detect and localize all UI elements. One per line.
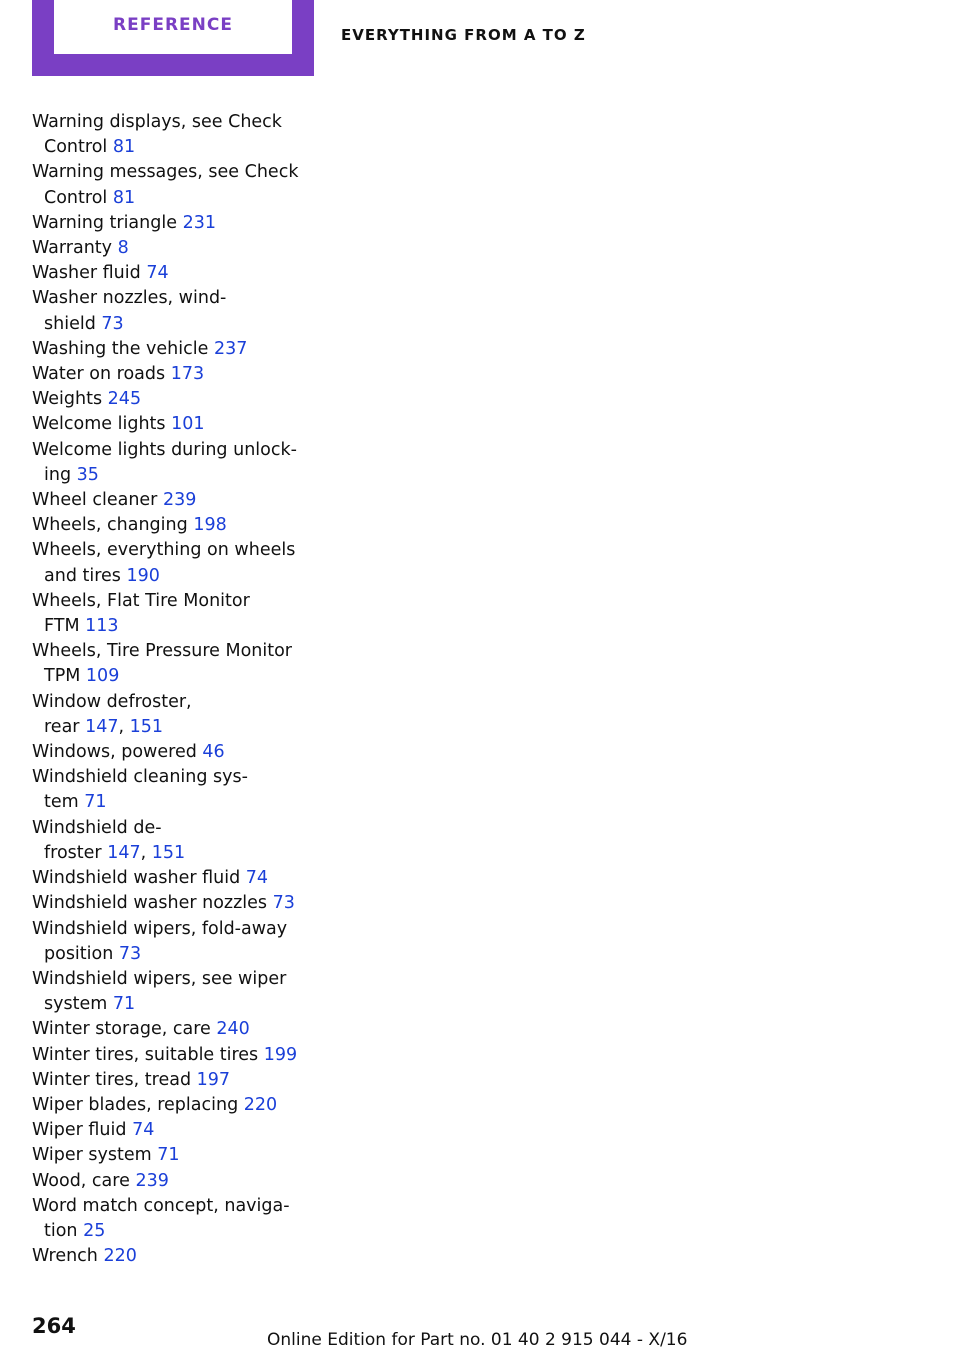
index-entry-text: Weights (32, 389, 103, 410)
page-reference-link[interactable]: 101 (171, 414, 205, 435)
page-reference-link[interactable]: 113 (85, 616, 119, 637)
page-reference-link[interactable]: 73 (272, 893, 295, 914)
index-entry: Windshield de- froster 147, 151 (32, 817, 186, 863)
index-entry-text: froster (44, 842, 102, 863)
index-entry-text: Wiper fluid (32, 1120, 127, 1141)
index-entry (32, 110, 312, 160)
index-entry-text: Winter tires, suitable tires (32, 1044, 259, 1065)
index-entry-text: Winter storage, care (32, 1019, 211, 1040)
index-entry (32, 538, 312, 588)
page-reference-link[interactable]: 73 (101, 313, 124, 334)
index-entry (32, 286, 312, 336)
page-reference-link[interactable]: 239 (162, 490, 197, 511)
index-entry-text: Windows, powered (32, 742, 197, 763)
index-entry (32, 438, 312, 488)
index-entry-text: Word match concept, naviga- (32, 1195, 290, 1216)
index-entry-text: Washer nozzles, wind- (32, 288, 227, 309)
index-entry (32, 917, 312, 967)
index-entry (32, 1068, 312, 1093)
page-reference-link[interactable]: 71 (112, 994, 136, 1015)
page-reference-link[interactable]: 8 (117, 238, 129, 259)
index-entry (32, 513, 312, 538)
index-entry-text: Wiper blades, replacing (32, 1094, 239, 1115)
page-reference-link[interactable]: 71 (157, 1145, 180, 1166)
page-reference-link[interactable]: 25 (83, 1220, 106, 1241)
index-entry-text: Windshield wipers, see wiper (32, 968, 287, 989)
footer-edition-text: Online Edition for Part no. 01 40 2 915 044 - X/16 (267, 1330, 688, 1350)
index-entry (32, 211, 312, 236)
index-entry (32, 160, 312, 210)
index-entry-text: tem (44, 792, 79, 813)
index-entry (32, 261, 312, 286)
page-reference-link[interactable]: 173 (170, 364, 205, 385)
page-reference-link[interactable]: 81 (112, 187, 136, 208)
index-entry-text: Windshield washer fluid (32, 868, 241, 889)
index-entry-text: Wheels, everything on wheels (32, 540, 296, 561)
index-entry (32, 891, 312, 916)
index-entry-text: Windshield wipers, fold-away (32, 918, 288, 939)
page-reference-link[interactable]: 151 (129, 716, 164, 737)
index-entry-text: Wheels, Tire Pressure Monitor (32, 641, 292, 662)
index-entry-text: position (44, 943, 114, 964)
index-entry-text: Warning displays, see Check (32, 112, 282, 132)
page-reference-link[interactable]: 245 (107, 389, 142, 410)
index-entry (32, 589, 312, 639)
index-entry (32, 1244, 312, 1269)
reference-tab-inner (54, 0, 292, 54)
reference-tab (32, 0, 314, 76)
index-list (32, 110, 312, 1269)
index-entry (32, 1118, 312, 1143)
section-title: EVERYTHING FROM A TO Z (341, 26, 586, 44)
page-reference-link[interactable]: 198 (193, 515, 227, 536)
page-reference-link[interactable]: 35 (76, 464, 99, 485)
index-entry-text: Warranty (32, 238, 113, 259)
index-entry: Window defroster, rear 147, 151 (32, 691, 192, 737)
index-entry-text: Windshield de- (32, 817, 162, 838)
index-entry-text: rear (44, 716, 80, 737)
page-reference-link[interactable]: 147 (85, 716, 119, 737)
page-reference-link[interactable]: 74 (132, 1120, 155, 1141)
page-reference-link[interactable]: 231 (182, 212, 216, 233)
index-entry-text: Washer fluid (32, 263, 141, 284)
page-reference-link[interactable]: 147 (107, 842, 141, 863)
index-entry (32, 1017, 312, 1042)
index-entry-text: Control (44, 187, 108, 208)
index-entry-text: Window defroster, (32, 691, 192, 712)
page-reference-link[interactable]: 237 (213, 338, 248, 359)
reference-tab-label: REFERENCE (113, 15, 233, 35)
index-entry (32, 387, 312, 412)
index-entry-text: Welcome lights during unlock- (32, 439, 297, 460)
index-entry (32, 967, 312, 1017)
page-reference-link[interactable]: 46 (202, 742, 225, 763)
page-reference-link[interactable]: 74 (245, 868, 269, 889)
index-entry (32, 1143, 312, 1168)
index-entry-text: ing (44, 464, 72, 485)
index-entry (32, 412, 312, 437)
page-reference-link[interactable]: 239 (135, 1170, 169, 1191)
page-reference-link[interactable]: 151 (151, 842, 186, 863)
page-reference-link[interactable]: 199 (263, 1044, 298, 1065)
index-entry (32, 236, 312, 261)
index-entry (32, 488, 312, 513)
index-entry-text: Warning triangle (32, 212, 177, 233)
index-entry (32, 765, 312, 815)
index-entry (32, 1169, 312, 1194)
page-reference-link[interactable]: 109 (85, 666, 120, 687)
index-entry-text: FTM (44, 616, 80, 637)
page-reference-link[interactable]: 73 (118, 943, 142, 964)
index-entry-text: Washing the vehicle (32, 338, 209, 359)
index-entry-text: Wheels, changing (32, 515, 188, 536)
index-entry-text: Wiper system (32, 1145, 152, 1166)
index-entry-text: tion (44, 1220, 78, 1241)
index-entry-text: Windshield cleaning sys- (32, 767, 248, 788)
index-entry-text: Wheels, Flat Tire Monitor (32, 590, 250, 611)
index-entry (32, 639, 312, 689)
index-entry-text: Control (44, 137, 108, 158)
index-entry (32, 1194, 312, 1244)
index-entry-text: system (44, 994, 108, 1015)
page-reference-link[interactable]: 220 (243, 1094, 278, 1115)
page-reference-link[interactable]: 190 (126, 565, 160, 586)
index-entry-text: Welcome lights (32, 414, 166, 435)
index-entry-text: shield (44, 313, 96, 334)
index-entry-text: Winter tires, tread (32, 1069, 192, 1090)
page-reference-link[interactable]: 81 (112, 137, 136, 158)
index-entry (32, 1043, 312, 1068)
index-entry-text: TPM (44, 666, 81, 687)
page-reference-link[interactable]: 197 (196, 1069, 231, 1090)
index-entry (32, 1093, 312, 1118)
page-number: 264 (32, 1314, 76, 1338)
page-reference-link[interactable]: 240 (216, 1019, 250, 1040)
index-entry-text: Warning messages, see Check (32, 162, 299, 183)
page-reference-link[interactable]: 74 (146, 263, 169, 284)
index-entry-text: Wood, care (32, 1170, 130, 1191)
index-entry (32, 866, 312, 891)
index-entry (32, 740, 312, 765)
index-entry (32, 362, 312, 387)
index-entry-text: and tires (44, 565, 121, 586)
page-reference-link[interactable]: 71 (84, 792, 107, 813)
index-entry-text: Wheel cleaner (32, 490, 158, 511)
index-entry (32, 337, 312, 362)
index-entry-text: Windshield washer nozzles (32, 893, 268, 914)
page-reference-link[interactable]: 220 (103, 1246, 137, 1267)
index-entry-text: Wrench (32, 1246, 98, 1267)
index-entry-text: Water on roads (32, 364, 166, 385)
